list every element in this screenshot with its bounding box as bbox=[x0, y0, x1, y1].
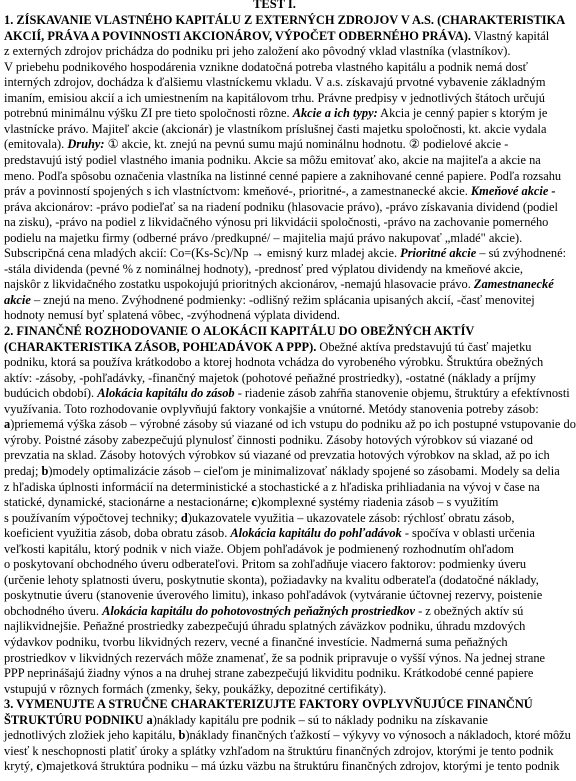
text-line bbox=[4, 557, 526, 573]
text-run: d bbox=[180, 510, 188, 525]
text-line bbox=[4, 697, 533, 713]
text-run: vlastnícke právo. Majiteľ akcie (akcionár) je vlastníkom príslušnej časti majetku spoločnosti, kt. akcie vydala bbox=[4, 121, 547, 136]
text-run: - spočíva v oblasti určenia bbox=[401, 526, 535, 541]
text-run: Alokácia kapitálu do pohľadávok bbox=[230, 526, 402, 541]
text-run: b bbox=[41, 463, 49, 478]
text-line bbox=[4, 262, 523, 278]
text-line bbox=[4, 293, 535, 309]
text-run: najskôr z likvidačného zostatku uspokojujú prioritných akcionárov, -nemajú hlasovacie právo. bbox=[4, 277, 474, 292]
text-run: predaj; bbox=[4, 463, 42, 478]
text-run: c bbox=[251, 495, 257, 510]
text-line bbox=[4, 91, 545, 107]
text-run: )náklady kapitálu pre podnik – sú to náklady podniku na získavanie bbox=[152, 712, 488, 727]
text-line bbox=[4, 464, 560, 480]
text-line bbox=[4, 635, 508, 651]
text-line bbox=[4, 433, 533, 449]
text-line bbox=[4, 169, 561, 185]
text-run: Kmeňové akcie - bbox=[470, 184, 556, 199]
text-run: (emitovala). bbox=[4, 137, 68, 152]
text-run: Alokácia kapitálu do pohotovostných peňažných prostriedkov bbox=[102, 603, 415, 618]
text-run: – sú zvýhodnené: bbox=[476, 246, 567, 261]
text-run: imaním, emisiou akcií a ich umiestnením na kapitálovom trhu. Právne predpisy v jednotlivých štátoch určujú bbox=[4, 90, 545, 105]
text-line bbox=[4, 573, 539, 589]
text-run: Akcie a ich typy: bbox=[292, 106, 378, 121]
text-run: poskytnutie úveru (stanovenie úverového limitu), inkaso pohľadávok (vytváranie účtovnej rezervy, poistenie bbox=[4, 588, 543, 603]
text-run: využívania. Toto rozhodovanie ovplyvňujú faktory vonkajšie a vnútorné. Metódy stanovenia potreby zásob: bbox=[4, 401, 539, 416]
text-line bbox=[4, 106, 547, 122]
text-line bbox=[4, 371, 536, 387]
text-run: a bbox=[4, 417, 11, 432]
text-run: a bbox=[146, 712, 153, 727]
text-run: prostriedkov v likvidných rezervách môže znamenať, že sa podnik pripravuje o vyšší výnos. Na jednej strane bbox=[4, 650, 546, 665]
text-run: potrebnú minimálnu výšku ZI pre tieto spoločnosti rôzne. bbox=[4, 106, 293, 121]
text-run: statické, dynamické, stacionárne a nestacionárne; bbox=[4, 495, 252, 510]
text-run: – znejú na meno. Zvýhodnené podmienky: -odlišný režim splácania upisaných akcií, -časť menovitej bbox=[30, 292, 535, 307]
text-line bbox=[4, 542, 514, 558]
text-run: Akcia je cenný papier s ktorým je bbox=[377, 106, 548, 121]
text-run: najlikvidnejšie. Peňažné prostriedky zabezpečujú úhradu splatných záväzkov podniku, úhradu mzdových bbox=[4, 619, 526, 634]
text-run: viesť k neschopnosti platiť úroky a splátky vzhľadom na štruktúru finančných zdrojov, ktorými je tento podnik bbox=[4, 743, 554, 758]
text-run: 3. VYMENUJTE A STRUČNE CHARAKTERIZUJTE FAKTORY OVPLYVŇUJÚCE FINANČNÚ bbox=[4, 697, 533, 712]
text-run: veľkosti kapitálu, ktorý podnik v nich viaže. Objem pohľadávok je podmienený rozhodnutím ohľadom bbox=[4, 541, 514, 556]
text-run: Subscripčná cena mladých akcií: Co=(Ks-Sc)/Np → emisný kurz mladej akcie. bbox=[4, 246, 401, 261]
text-line bbox=[4, 200, 558, 216]
text-line bbox=[4, 122, 547, 138]
text-run: podniku, ktorá sa používa krátkodobo a ktorej hodnota vchádza do vyrobeného výrobku. Štruktúra obežných bbox=[4, 355, 544, 370]
text-run: Obežné aktíva predstavujú tú časť majetku bbox=[316, 339, 532, 354]
text-line bbox=[4, 44, 511, 60]
text-run: ŠTRUKTÚRU PODNIKU bbox=[4, 712, 144, 727]
page-title: TEST I. bbox=[253, 0, 296, 11]
text-line bbox=[4, 666, 533, 682]
text-run: akcie bbox=[4, 292, 31, 307]
text-line bbox=[4, 448, 550, 464]
text-line bbox=[4, 13, 565, 29]
text-line bbox=[4, 184, 556, 200]
text-run: -stála dividenda (pevné % z nominálnej hodnoty), -prednosť pred výplatou dividendy na kmeňové akcie, bbox=[4, 261, 524, 276]
text-run: b bbox=[178, 728, 186, 743]
text-line bbox=[4, 324, 474, 340]
text-run: 1. ZÍSKAVANIE VLASTNÉHO KAPITÁLU Z EXTERNÝCH ZDROJOV V A.S. (CHARAKTERISTIKA bbox=[4, 13, 566, 27]
text-run: )modely optimalizácie zásob – cieľom je minimalizovať náklady spojené so zásobami. Modely sa delia bbox=[48, 463, 560, 478]
text-run: c bbox=[36, 759, 42, 774]
text-line bbox=[4, 713, 488, 729]
text-line bbox=[4, 231, 522, 247]
text-run: práv a povinností spojených s ich vlastníctvom: kmeňové-, prioritné-, a zamestnanecké akcie. bbox=[4, 184, 471, 199]
text-run: aktív: -zásoby, -pohľadávky, -finančný majetok (pohotové peňažné prostriedky), -ostatné (náklady a príjmy bbox=[4, 370, 536, 385]
text-run: AKCIÍ, PRÁVA A POVINNOSTI AKCIONÁROV, VÝPOČET ODBERNÉHO PRÁVA). bbox=[4, 28, 472, 43]
text-run: hodnoty nemusí byť splatená vôbec, -zvýhodnená výplata dividend. bbox=[4, 308, 340, 323]
text-run: obchodného úveru. bbox=[4, 603, 103, 618]
text-line bbox=[4, 402, 539, 418]
text-run: ① akcie, kt. znejú na pevnú sumu majú nominálnu hodnotu. ② podielové akcie - bbox=[104, 137, 509, 152]
text-run: Druhy: bbox=[67, 137, 105, 152]
text-run: )ukazovatele využitia – ukazovatele zásob: rýchlosť obratu zásob, bbox=[187, 510, 515, 525]
text-line bbox=[4, 60, 528, 76]
text-run: Vlastný kapitál bbox=[471, 28, 550, 43]
text-run: na zisku), -právo na podiel z likvidačného výnosu pri likvidácii spoločnosti, -právo na zachovanie pomerného bbox=[4, 215, 549, 230]
text-line bbox=[4, 511, 514, 527]
text-run: predstavujú istý podiel vlastného imania podniku. Akcie sa môžu emitovať ako, akcie na majiteľa a akcie na bbox=[4, 152, 541, 167]
text-run: )náklady finančných ťažkostí – výkyvy vo výnosoch a nákladoch, ktoré môžu bbox=[185, 728, 571, 743]
text-line bbox=[4, 495, 498, 511]
text-run: 2. FINANČNÉ ROZHODOVANIE O ALOKÁCII KAPITÁLU DO OBEŽNÝCH AKTÍV bbox=[4, 324, 475, 338]
text-line bbox=[4, 340, 532, 356]
text-run: V priebehu podnikového hospodárenia vznikne dodatočná potreba vlastného kapitálu a podnik nemá dosť bbox=[4, 59, 528, 74]
text-line bbox=[4, 29, 549, 45]
text-run: (CHARAKTERISTIKA ZÁSOB, POHĽADÁVOK A PPP). bbox=[4, 339, 317, 354]
text-run: )komplexné systémy riadenia zásob – s využitím bbox=[256, 495, 499, 510]
text-line bbox=[4, 153, 541, 169]
text-run: interných zdrojov, dochádza k ďalšiemu vlastníckemu vkladu. V a.s. získavajú prvotné vybavenie základným bbox=[4, 75, 546, 90]
text-run: prevzatia na sklad. Zásoby hotových výrobkov sú viazané od prevzatia hotových výrobkov na sklad, až po ich bbox=[4, 448, 550, 463]
text-run: jednotlivých zložiek jeho kapitálu, bbox=[4, 728, 179, 743]
text-run: práva akcionárov: -právo podieľať sa na riadení podniku (hlasovacie právo), -právo získavania dividend (podiel bbox=[4, 199, 558, 214]
text-run: podielu na majetku firmy (odberné právo /predkupné/ – majitelia majú právo nakupovať „mladé" akcie). bbox=[4, 230, 523, 245]
text-run: PPP neprinášajú žiadny výnos a na druhej strane zabezpečujú likviditu podniku. Krátkodobé cenné papiere bbox=[4, 666, 534, 681]
text-run: z externých zdrojov prichádza do podniku pri jeho založení ako pôvodný vklad vlastníka (vlastníkov). bbox=[4, 44, 511, 59]
text-line bbox=[4, 759, 560, 775]
text-run: koeficient využitia zásob, doba obratu zásob. bbox=[4, 526, 231, 541]
text-run: (určenie lehoty splatnosti úveru, poskytnutie skonta), požiadavky na kvalitu odberateľa (dodatočné náklady, bbox=[4, 572, 539, 587]
text-run: o poskytovaní obchodného úveru odberateľovi. Pritom sa zohľadňuje viacero faktorov: podmienky úveru bbox=[4, 557, 527, 572]
text-line bbox=[4, 526, 535, 542]
text-run: výroby. Poistné zásoby zabezpečujú plynulosť činnosti podniku. Zásoby hotových výrobkov sú viazané od bbox=[4, 432, 533, 447]
text-line bbox=[4, 651, 545, 667]
text-run: )priememá výška zásob – výrobné zásoby sú viazané od ich vstupu do podniku až po ich postupné vstupovanie do bbox=[10, 417, 576, 432]
text-line bbox=[4, 728, 571, 744]
text-run: krytý, bbox=[4, 759, 37, 774]
text-run: )majetková štruktúra podniku – má úzku väzbu na štruktúru finančných zdrojov, ktorými je tento podnik bbox=[41, 759, 560, 774]
text-line bbox=[4, 277, 554, 293]
text-run: Zamestnanecké bbox=[473, 277, 554, 292]
text-run: budúcich období). bbox=[4, 386, 98, 401]
text-line bbox=[4, 308, 340, 324]
text-line bbox=[4, 744, 554, 760]
text-line bbox=[4, 215, 548, 231]
text-line bbox=[4, 417, 576, 433]
text-line bbox=[4, 682, 386, 698]
text-line bbox=[4, 588, 542, 604]
text-line bbox=[4, 246, 566, 262]
text-line bbox=[4, 355, 543, 371]
text-line bbox=[4, 619, 525, 635]
text-run: Prioritné akcie bbox=[400, 246, 477, 261]
text-run: meno. Podľa spôsobu označenia vlastníka na listinné cenné papiere a zaknihované cenné papiere. Podľa rozsahu bbox=[4, 168, 562, 183]
text-run: s používaním výpočtovej techniky; bbox=[4, 510, 181, 525]
text-run: výdavkov podniku, tvorbu likvidných rezerv, vecné a finančné investície. Nadmerná suma peňažných bbox=[4, 635, 508, 649]
text-line bbox=[4, 386, 570, 402]
text-run: - riadenie zásob zahŕňa stanovenie objemu, štruktúry a efektívnosti bbox=[234, 386, 570, 401]
text-run: Alokácia kapitálu do zásob bbox=[97, 386, 235, 401]
text-line bbox=[4, 137, 508, 153]
text-line bbox=[4, 480, 540, 496]
text-run: - z obežných aktív sú bbox=[414, 603, 524, 618]
text-line bbox=[4, 75, 545, 91]
text-line bbox=[4, 604, 523, 620]
text-run: vstupujú v rôznych formách (zmenky, šeky, poukážky, depozitné certifikáty). bbox=[4, 681, 387, 696]
text-run: z hľadiska úplnosti informácií na deterministické a stochastické a z hľadiska prihliadania na vývoj v čase na bbox=[4, 479, 540, 494]
